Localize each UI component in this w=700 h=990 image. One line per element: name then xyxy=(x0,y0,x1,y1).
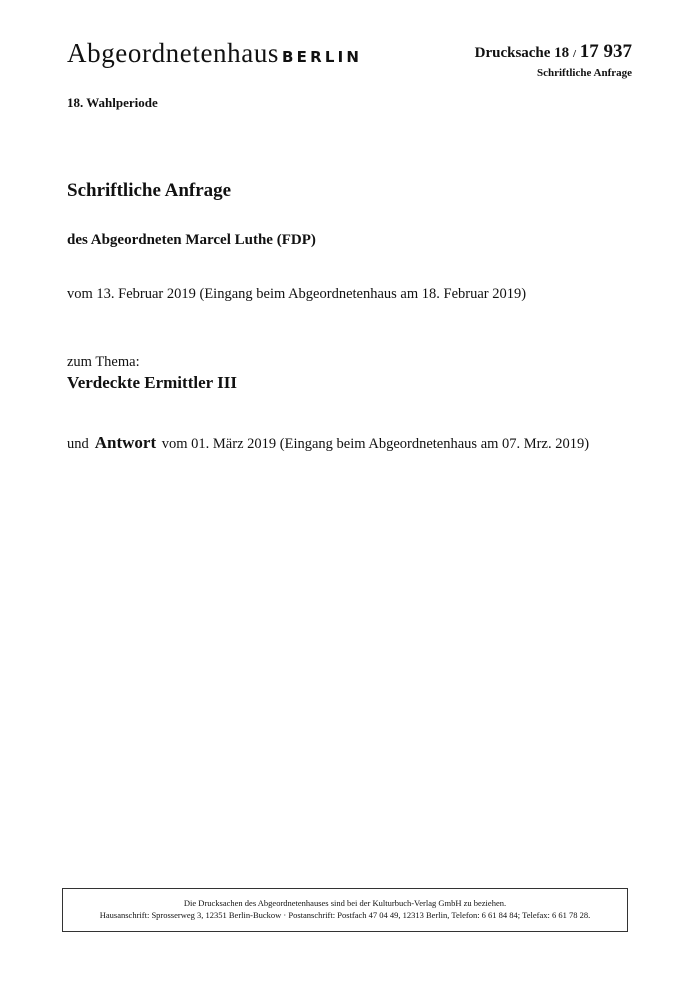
document-title: Schriftliche Anfrage xyxy=(67,180,232,201)
answer-line xyxy=(67,433,589,453)
parliament-logo xyxy=(67,38,362,69)
answer-keyword: Antwort xyxy=(94,433,157,452)
logo-wordmark: Abgeordnetenhaus xyxy=(67,38,280,68)
answer-prefix: und xyxy=(67,436,89,452)
drucksache-prefix: Drucksache 18 xyxy=(474,45,570,61)
document-date: vom 13. Februar 2019 (Eingang beim Abgeordnetenhaus am 18. Februar 2019) xyxy=(67,286,527,302)
wahlperiode: 18. Wahlperiode xyxy=(67,95,158,110)
topic-title: Verdeckte Ermittler III xyxy=(67,373,237,392)
document-type: Schriftliche Anfrage xyxy=(536,67,632,79)
footer-line-1: Die Drucksachen des Abgeordnetenhauses sind bei der Kulturbuch-Verlag GmbH zu beziehen. xyxy=(183,898,507,908)
drucksache-id xyxy=(475,41,632,63)
document-author: des Abgeordneten Marcel Luthe (FDP) xyxy=(67,232,316,248)
answer-date: vom 01. März 2019 (Eingang beim Abgeordnetenhaus am 07. Mrz. 2019) xyxy=(161,436,590,452)
logo-city: BERLIN xyxy=(282,48,363,66)
footer-line-2: Hausanschrift: Sprosserweg 3, 12351 Berlin-Buckow · Postanschrift: Postfach 47 04 49, 12313 Berlin, Telefon: 6 61 84 84; Telefax: 6 61 78 28. xyxy=(99,910,591,920)
topic-label: zum Thema: xyxy=(67,354,140,370)
drucksache-slash: / xyxy=(572,48,576,60)
drucksache-number: 17 937 xyxy=(579,41,632,62)
drucksache-block xyxy=(475,41,632,79)
footer-notice xyxy=(62,888,628,932)
